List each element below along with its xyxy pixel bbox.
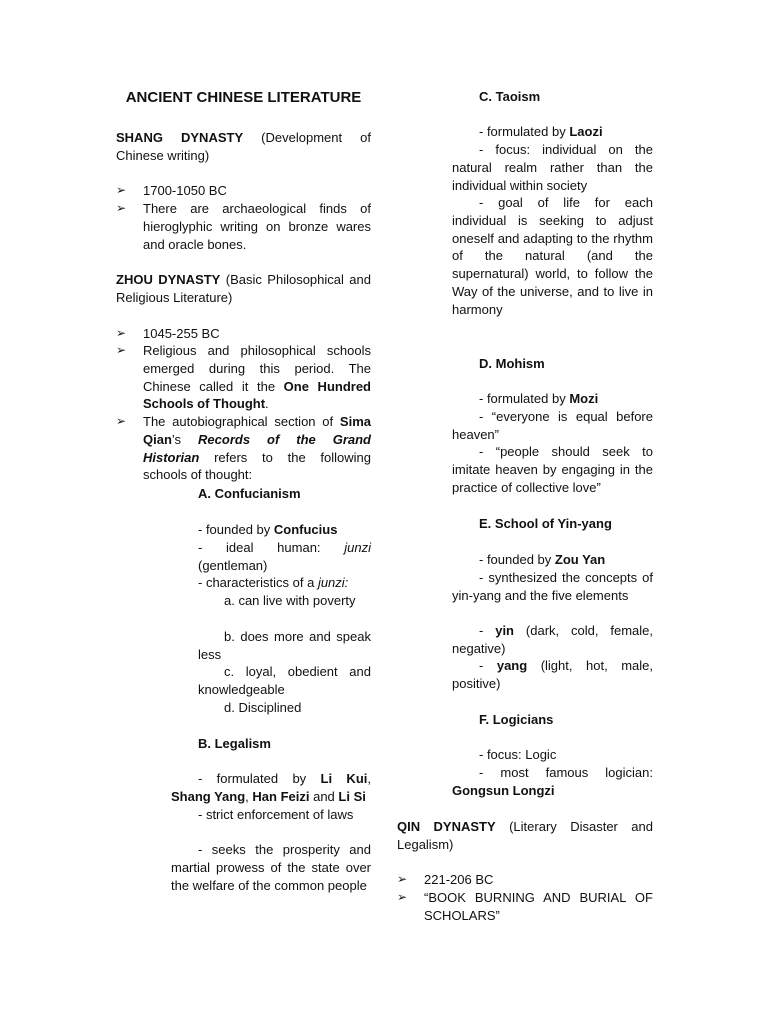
- characteristic-a: a. can live with poverty: [224, 593, 356, 608]
- zhou-description: (Basic Philosophical and Religious Literature): [116, 272, 371, 305]
- logicians-line-focus: - focus: Logic: [479, 747, 557, 762]
- li-si-name: Li Si: [338, 788, 366, 804]
- shang-bullet-dates: [116, 182, 371, 200]
- taoism-line-focus: - focus: individual on the natural realm rather than the individual within society: [452, 142, 653, 193]
- taoism-line-founder: [479, 123, 653, 141]
- li-kui-name: Li Kui: [320, 771, 368, 786]
- mohism-heading: D. Mohism: [479, 356, 545, 371]
- legalism-line-founders: [171, 770, 371, 806]
- yinyang-heading: E. School of Yin-yang: [479, 516, 612, 531]
- zhou-schools-end: .: [265, 396, 269, 412]
- legalism-founders-prefix: - formulated by: [198, 771, 321, 786]
- characteristic-b: b. does more and speak less: [198, 629, 371, 662]
- qin-dates: 221-206 BC: [424, 872, 494, 887]
- confucianism-line-founder: [198, 521, 371, 539]
- yinyang-line-yang: [452, 657, 653, 693]
- junzi-term: junzi: [344, 540, 371, 555]
- junzi-term-2: junzi:: [317, 575, 349, 590]
- confucianism-line-characteristics: [198, 574, 371, 592]
- shang-dynasty-paragraph: [116, 129, 371, 165]
- taoism-heading: C. Taoism: [479, 89, 541, 104]
- qin-bullet-book-burning: [397, 889, 653, 925]
- qin-description: (Literary Disaster and Legalism): [397, 819, 654, 852]
- logicians-line-famous: - most famous logician:: [479, 765, 653, 780]
- qin-heading: QIN DYNASTY: [397, 819, 496, 834]
- confucius-name: Confucius: [273, 522, 338, 537]
- yin-gloss: (dark, cold, female, negative): [452, 623, 653, 656]
- laozi-name: Laozi: [569, 124, 603, 139]
- ideal-gloss: (gentleman): [198, 557, 268, 573]
- records-title: Records of the Grand Historian: [143, 431, 371, 465]
- qin-bullet-dates: [397, 871, 653, 889]
- shang-description: (Development of Chinese writing): [116, 130, 371, 163]
- characteristic-c: c. loyal, obedient and knowledgeable: [198, 664, 371, 697]
- legalism-line-prosperity: - seeks the prosperity and martial prowess of the state over the welfare of the common people: [171, 842, 371, 893]
- yang-dash: -: [479, 658, 497, 673]
- taoism-founder-prefix: - formulated by: [479, 124, 570, 139]
- confucianism-line-ideal: [198, 539, 371, 575]
- shang-finds-text: There are archaeological finds of hieroglyphic writing on bronze wares and oracle bones.: [143, 201, 371, 252]
- bullet-arrow-icon: ➢: [116, 343, 127, 357]
- founder-prefix: - founded by: [198, 522, 274, 537]
- bullet-arrow-icon: ➢: [116, 183, 127, 197]
- records-text-post: refers to the following schools of thought:: [143, 449, 371, 483]
- shang-heading: SHANG DYNASTY: [116, 130, 244, 145]
- logicians-heading: F. Logicians: [479, 712, 554, 727]
- mohism-line-equal: - “everyone is equal before heaven”: [452, 409, 653, 442]
- mozi-name: Mozi: [569, 391, 599, 406]
- yinyang-line-founder: [479, 551, 653, 569]
- yinyang-line-concepts: - synthesized the concepts of yin-yang and the five elements: [452, 570, 653, 603]
- zhou-schools-text: Religious and philosophical schools emerged during this period. The Chinese called it the: [143, 343, 371, 394]
- han-feizi-name: Han Feizi: [252, 788, 310, 804]
- zhou-bullet-dates: [116, 325, 371, 343]
- records-text-pre: The autobiographical section of: [143, 414, 340, 429]
- qin-dynasty-paragraph: [397, 818, 653, 854]
- ideal-prefix: - ideal human:: [198, 540, 345, 555]
- yinyang-founder-prefix: - founded by: [479, 552, 555, 567]
- hundred-schools-term: One Hundred Schools of Thought: [143, 378, 372, 412]
- sima-qian-name: Sima Qian: [143, 414, 371, 447]
- bullet-arrow-icon: ➢: [116, 414, 127, 428]
- bullet-arrow-icon: ➢: [397, 872, 408, 886]
- legalism-heading: B. Legalism: [198, 736, 271, 751]
- book-burning-text: “BOOK BURNING AND BURIAL OF SCHOLARS”: [424, 890, 653, 923]
- yinyang-line-yin: [452, 622, 653, 658]
- yang-gloss: (light, hot, male, positive): [452, 658, 653, 691]
- legalism-line-enforcement: - strict enforcement of laws: [198, 807, 354, 822]
- sep-2: ,: [245, 788, 253, 804]
- records-apos: ’s: [171, 431, 199, 447]
- zhou-heading: ZHOU DYNASTY: [116, 272, 221, 287]
- zhou-dates: 1045-255 BC: [143, 326, 220, 341]
- shang-yang-name: Shang Yang: [171, 788, 246, 804]
- zhou-dynasty-paragraph: [116, 271, 371, 307]
- characteristics-prefix: - characteristics of a: [198, 575, 318, 590]
- yin-term: yin: [495, 623, 515, 638]
- shang-dates: 1700-1050 BC: [143, 183, 227, 198]
- mohism-line-founder: [479, 390, 653, 408]
- sep-1: ,: [367, 771, 371, 786]
- bullet-arrow-icon: ➢: [116, 326, 127, 340]
- zou-yan-name: Zou Yan: [554, 552, 606, 567]
- shang-bullet-finds: [116, 200, 371, 253]
- taoism-line-goal: - goal of life for each individual is seeking to adjust oneself and adapting to the rhythm of the natural (and the supernatural) world, to follow the Way of the universe, and to live in harmony: [452, 195, 653, 317]
- mohism-line-love: - “people should seek to imitate heaven by engaging in the practice of collective love”: [452, 444, 653, 495]
- characteristic-d: d. Disciplined: [224, 700, 302, 715]
- gongsun-longzi-name: Gongsun Longzi: [452, 783, 555, 798]
- yang-term: yang: [496, 658, 528, 673]
- yin-dash: -: [479, 623, 496, 638]
- bullet-arrow-icon: ➢: [116, 201, 127, 215]
- document-title: ANCIENT CHINESE LITERATURE: [125, 89, 362, 106]
- bullet-arrow-icon: ➢: [397, 890, 408, 904]
- zhou-bullet-schools: [116, 342, 371, 413]
- confucianism-heading: A. Confucianism: [198, 486, 301, 501]
- mohism-founder-prefix: - formulated by: [479, 391, 570, 406]
- sep-3: and: [309, 788, 339, 804]
- zhou-bullet-records: [116, 413, 371, 484]
